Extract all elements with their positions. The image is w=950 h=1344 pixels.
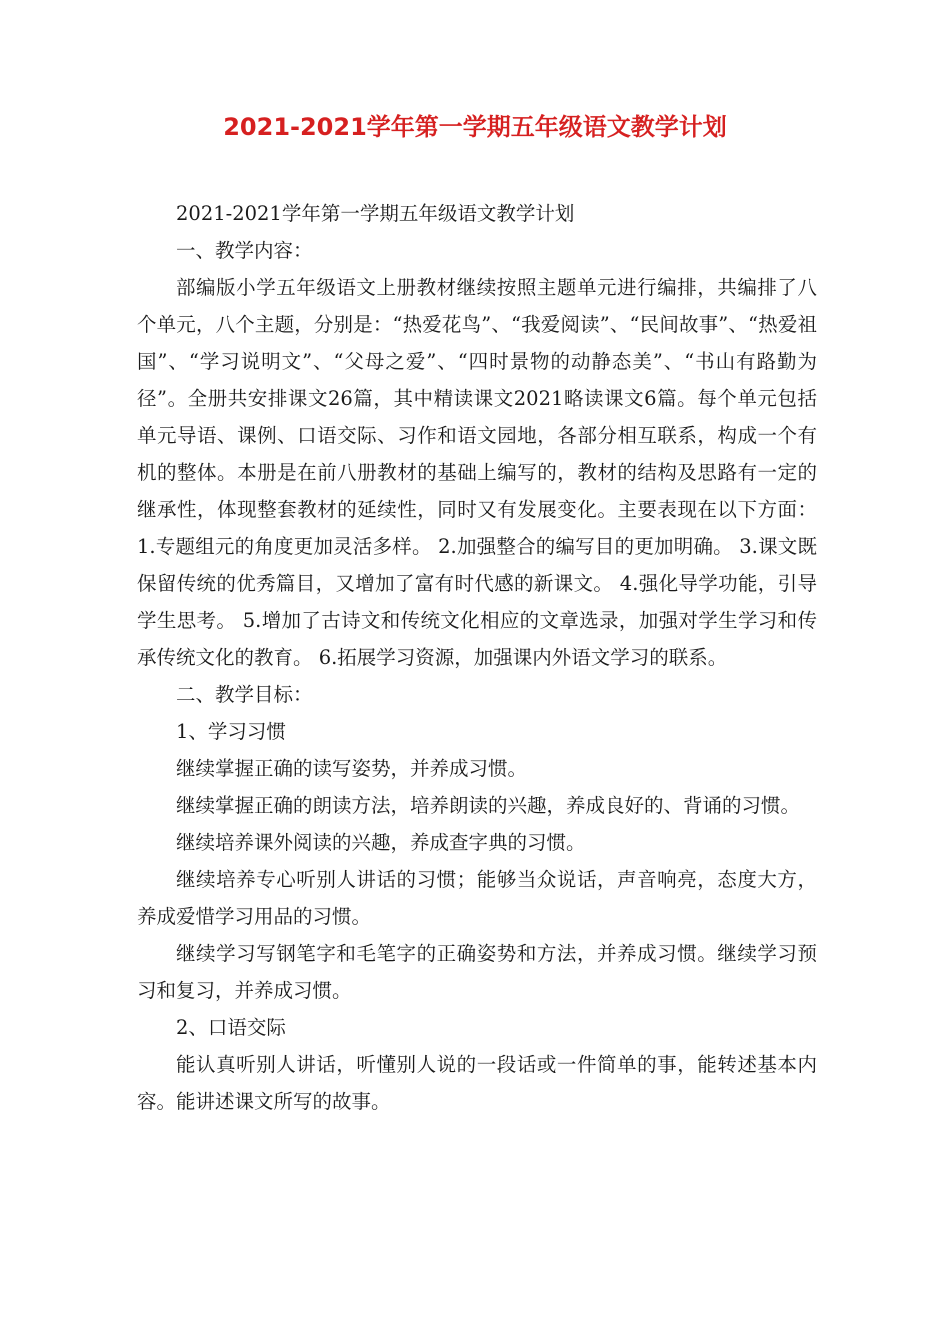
document-body bbox=[137, 195, 817, 1120]
paragraph-content-description: 部编版小学五年级语文上册教材继续按照主题单元进行编排，共编排了八个单元，八个主题，分别是：“热爱花鸟”、“我爱阅读”、“民间故事”、“热爱祖国”、“学习说明文”、“父母之爱”、“四时景物的动静态美”、“书山有路勤为径”。全册共安排课文26篇，其中精读课文2021略读课文6篇。每个单元包括单元导语、课例、口语交际、习作和语文园地，各部分相互联系，构成一个有机的整体。本册是在前八册教材的基础上编写的，教材的结构及思路有一定的继承性，体现整套教材的延续性，同时又有发展变化。主要表现在以下方面：1.专题组元的角度更加灵活多样。 2.加强整合的编写目的更加明确。 3.课文既保留传统的优秀篇目，又增加了富有时代感的新课文。 4.强化导学功能，引导学生思考。 5.增加了古诗文和传统文化相应的文章选录，加强对学生学习和传承传统文化的教育。 6.拓展学习资源，加强课内外语文学习的联系。 bbox=[137, 276, 817, 669]
paragraph-heading-oral: 2、口语交际 bbox=[176, 1016, 286, 1039]
paragraph-heading-goals: 二、教学目标： bbox=[176, 683, 313, 706]
paragraph-habit-extracurricular: 继续培养课外阅读的兴趣，养成查字典的习惯。 bbox=[176, 831, 586, 854]
paragraph-heading-content: 一、教学内容： bbox=[176, 239, 313, 262]
paragraph-habit-writing: 继续学习写钢笔字和毛笔字的正确姿势和方法，并养成习惯。继续学习预习和复习，并养成习惯。 bbox=[137, 942, 817, 1002]
paragraph-heading-habits: 1、学习习惯 bbox=[176, 720, 286, 743]
paragraph-habit-posture: 继续掌握正确的读写姿势，并养成习惯。 bbox=[176, 757, 528, 780]
paragraph-subtitle: 2021-2021学年第一学期五年级语文教学计划 bbox=[176, 202, 575, 225]
paragraph-oral-listening: 能认真听别人讲话，听懂别人说的一段话或一件简单的事，能转述基本内容。能讲述课文所写的故事。 bbox=[137, 1053, 817, 1113]
paragraph-habit-reading: 继续掌握正确的朗读方法，培养朗读的兴趣，养成良好的、背诵的习惯。 bbox=[176, 794, 801, 817]
paragraph-habit-listening: 继续培养专心听别人讲话的习惯；能够当众说话，声音响亮，态度大方，养成爱惜学习用品的习惯。 bbox=[137, 868, 817, 928]
document-title: 2021-2021学年第一学期五年级语文教学计划 bbox=[223, 113, 727, 141]
